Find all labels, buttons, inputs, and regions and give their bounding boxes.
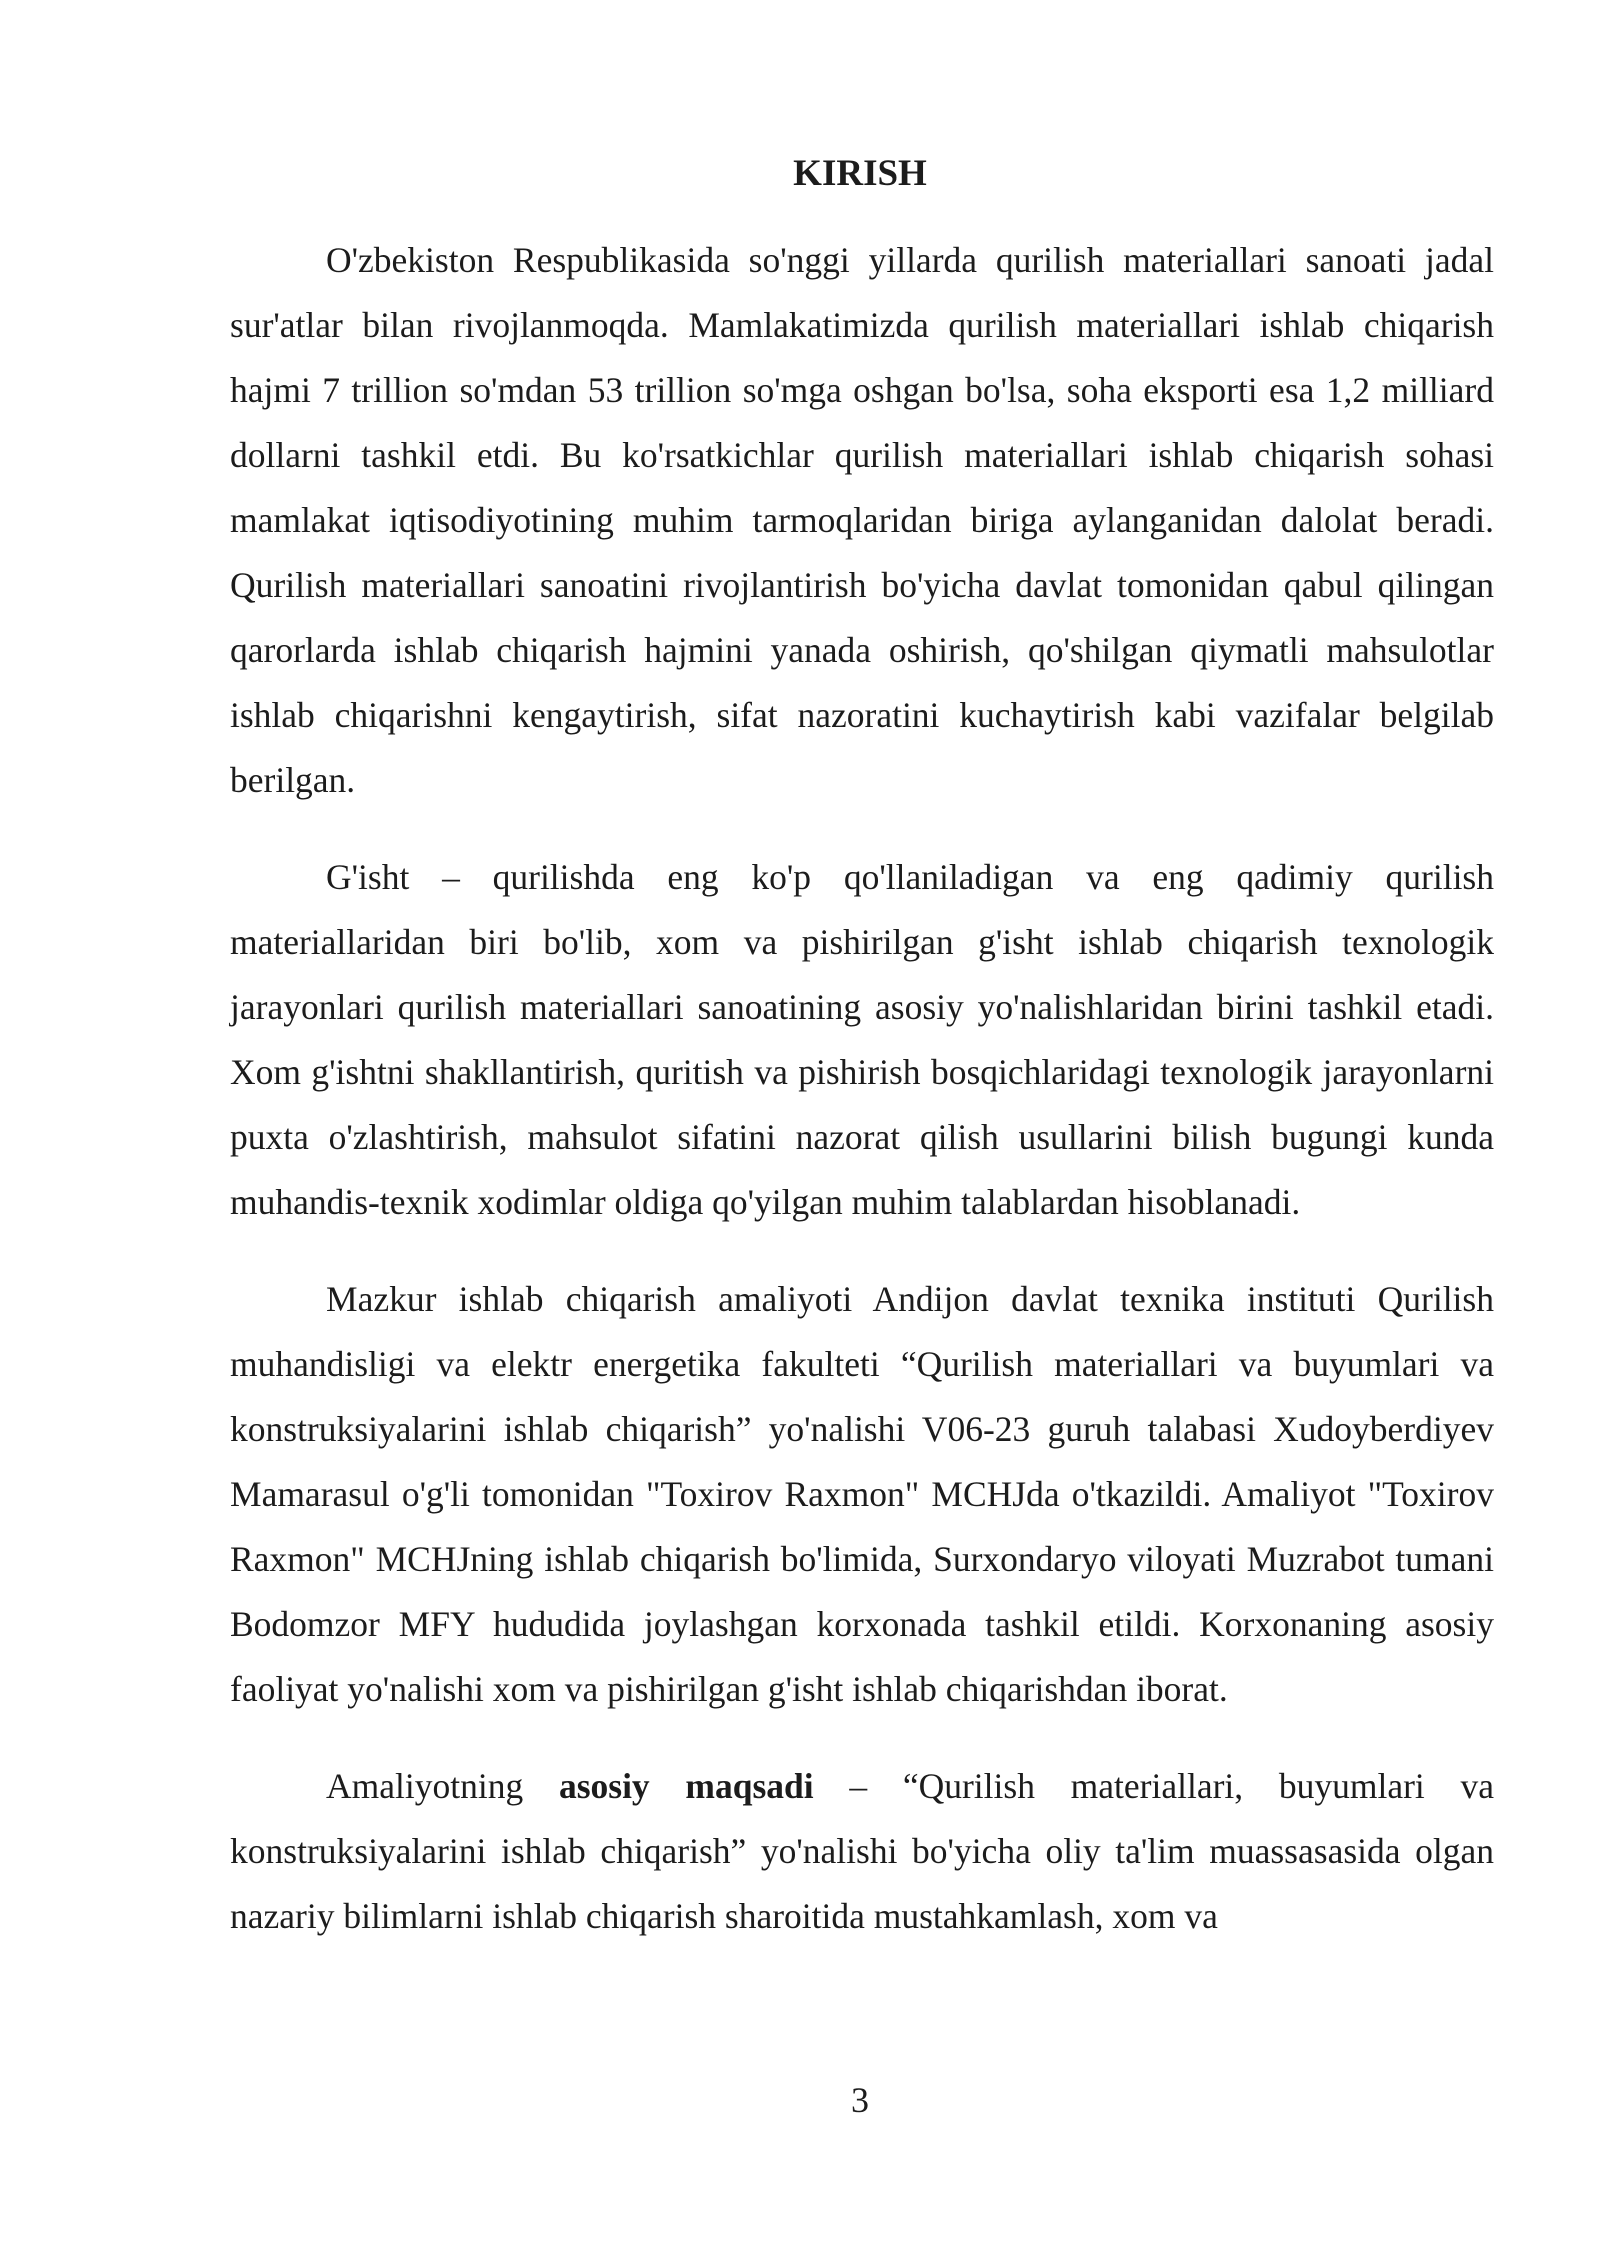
paragraph-intro: O'zbekiston Respublikasida so'nggi yillarda qurilish materiallari sanoati jadal sur'atlar bilan rivojlanmoqda. Mamlakatimizda qurilish materiallari ishlab chiqarish hajmi 7 trillion so'mdan 53 trillion so'mga oshgan bo'lsa, soha eksporti esa 1,2 milliard dollarni tashkil etdi. Bu ko'rsatkichlar qurilish materiallari ishlab chiqarish sohasi mamlakat iqtisodiyotining muhim tarmoqlaridan biriga aylanganidan dalolat beradi. Qurilish materiallari sanoatini rivojlantirish bo'yicha davlat tomonidan qabul qilingan qarorlarda ishlab chiqarish hajmini yanada oshirish, qo'shilgan qiymatli mahsulotlar ishlab chiqarishni kengaytirish, sifat nazoratini kuchaytirish kabi vazifalar belgilab berilgan. [230,240,1494,800]
paragraph-practice: Mazkur ishlab chiqarish amaliyoti Andijon davlat texnika instituti Qurilish muhandisligi va elektr energetika fakulteti “Qurilish materiallari va buyumlari va konstruksiyalarini ishlab chiqarish” yo'nalishi V06-23 guruh talabasi Xudoyberdiyev Mamarasul o'g'li tomonidan "Toxirov Raxmon" MCHJda o'tkazildi. Amaliyot "Toxirov Raxmon" MCHJning ishlab chiqarish bo'limida, Surxondaryo viloyati Muzrabot tumani Bodomzor MFY hududida joylashgan korxonada tashkil etildi. Korxonaning asosiy faoliyat yo'nalishi xom va pishirilgan g'isht ishlab chiqarishdan iborat. [230,1279,1494,1709]
goal-lead-text: Amaliyotning [326,1766,559,1806]
page-number: 3 [851,2080,869,2120]
body-text [230,228,1494,1949]
goal-rest-text: – “Qurilish materiallari, buyumlari va konstruksiyalarini ishlab chiqarish” yo'nalishi bo'yicha oliy ta'lim muassasasida olgan nazariy bilimlarni ishlab chiqarish sharoitida mustahkamlash, xom va [230,1766,1494,1936]
paragraph-goal [230,1754,1494,1949]
paragraph-brick: G'isht – qurilishda eng ko'p qo'llaniladigan va eng qadimiy qurilish materiallaridan biri bo'lib, xom va pishirilgan g'isht ishlab chiqarish texnologik jarayonlari qurilish materiallari sanoatining asosiy yo'nalishlaridan birini tashkil etadi. Xom g'ishtni shakllantirish, quritish va pishirish bosqichlaridagi texnologik jarayonlarni puxta o'zlashtirish, mahsulot sifatini nazorat qilish usullarini bilish bugungi kunda muhandis-texnik xodimlar oldiga qo'yilgan muhim talablardan hisoblanadi. [230,857,1494,1222]
goal-bold-term: asosiy maqsadi [558,1766,814,1806]
section-title: KIRISH [793,153,927,194]
